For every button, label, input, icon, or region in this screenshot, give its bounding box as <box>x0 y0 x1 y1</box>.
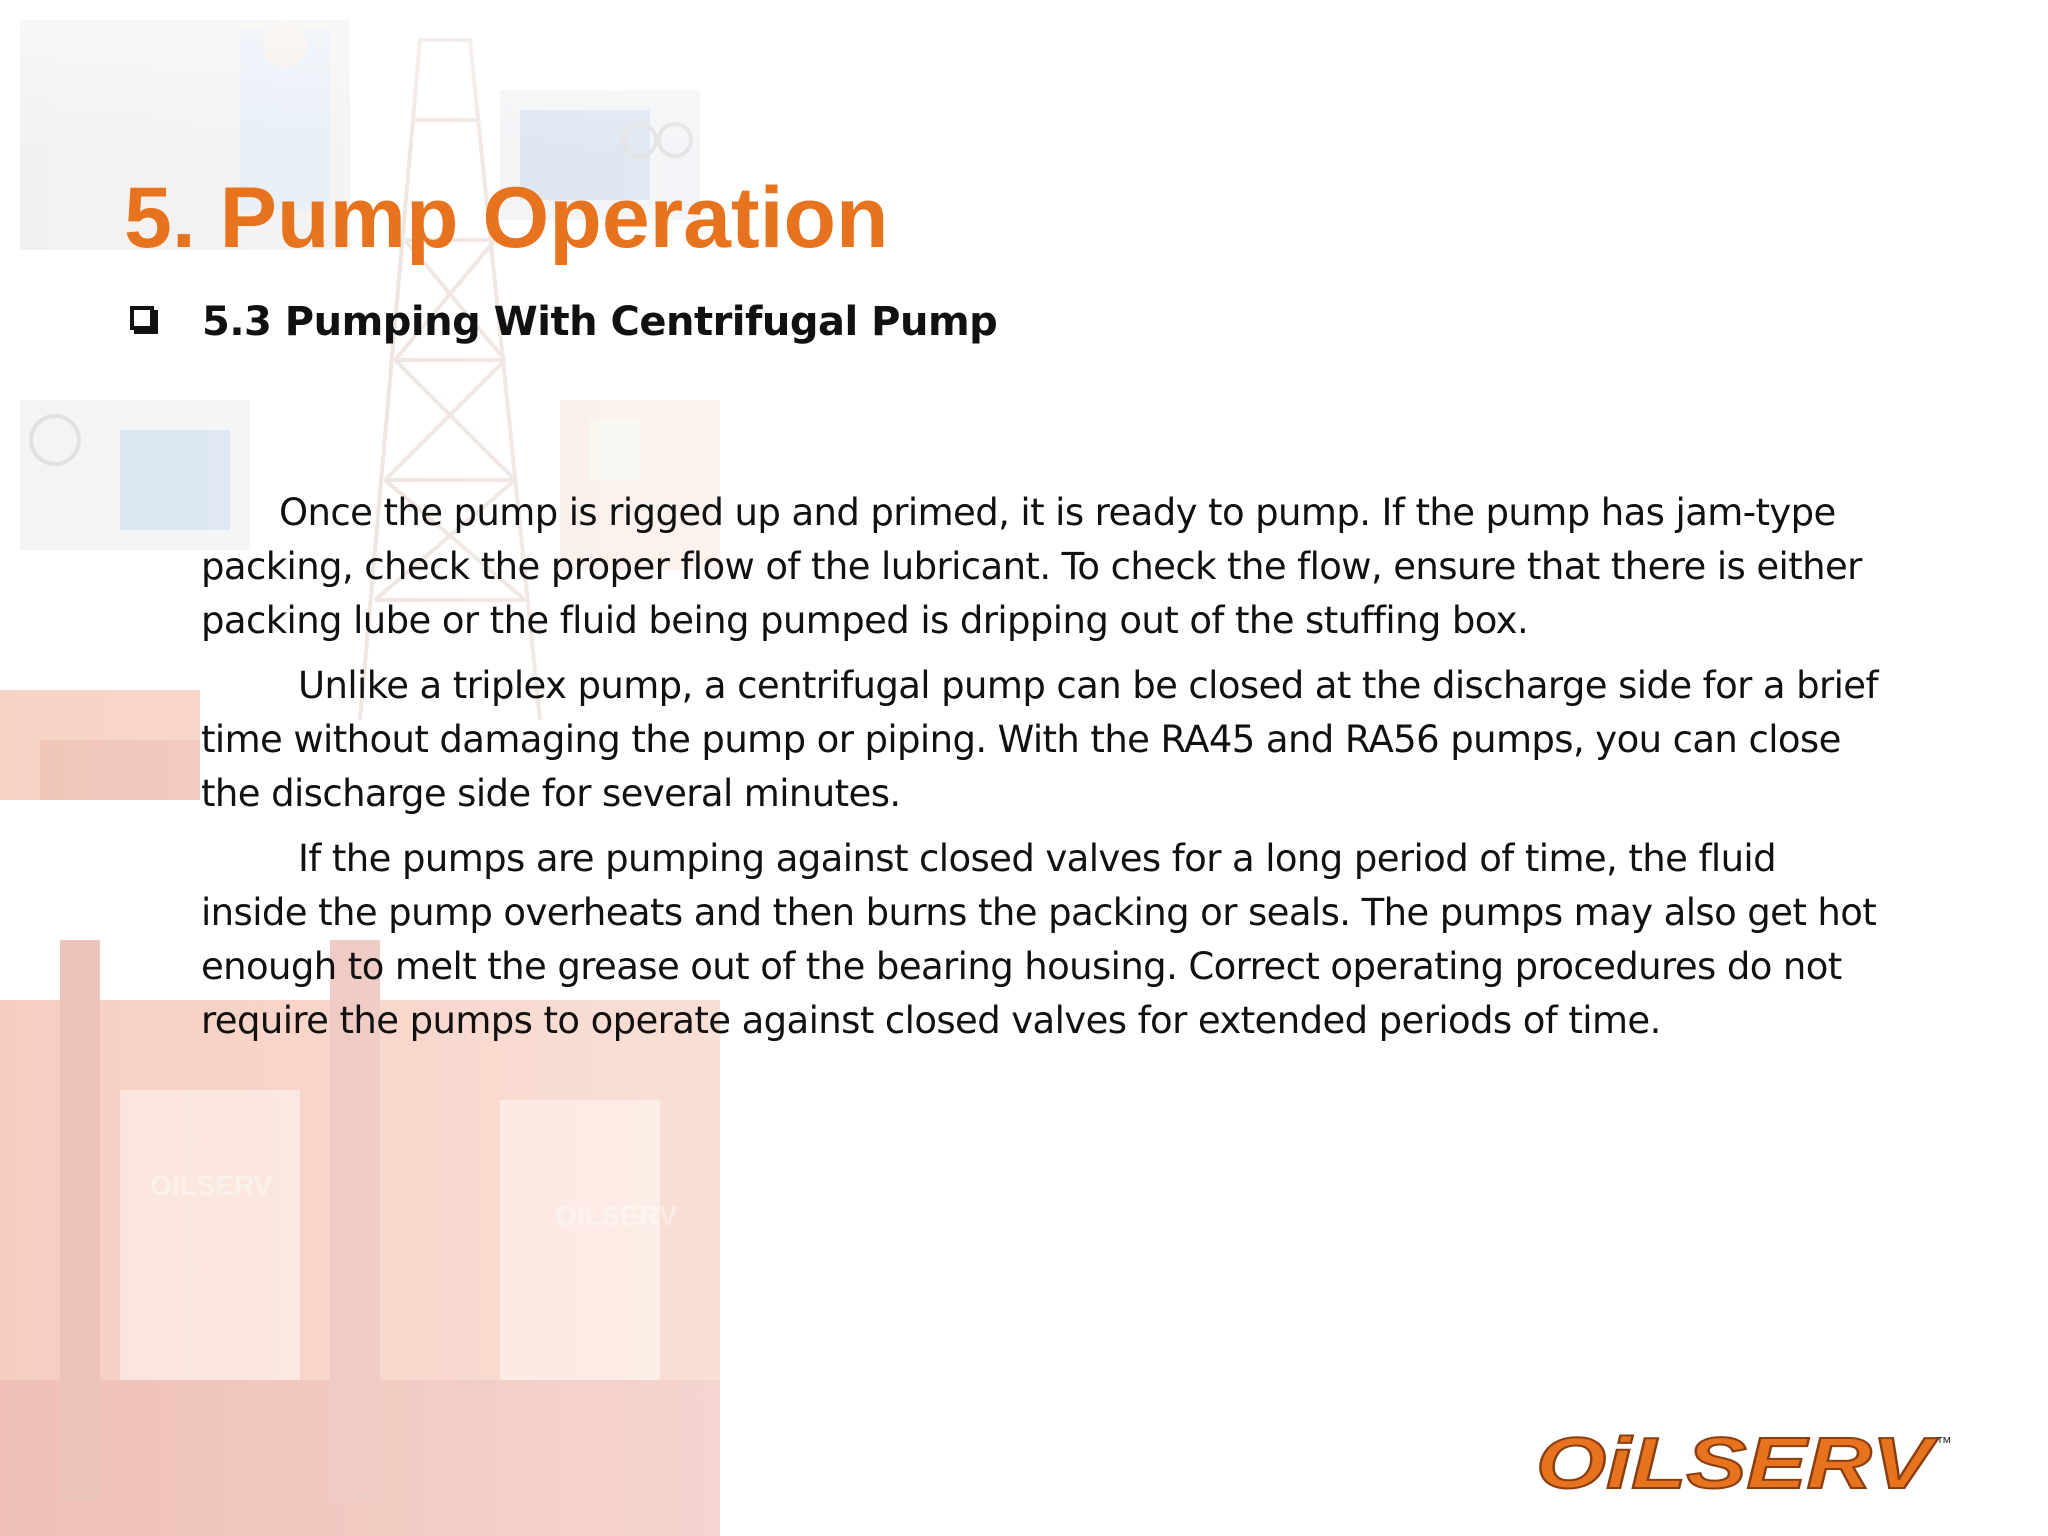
paragraph-1 <box>201 486 1941 648</box>
paragraph-line: enough to melt the grease out of the bearing housing. Correct operating procedures do not <box>201 945 1842 988</box>
body-text <box>201 486 1941 1059</box>
oilserv-logo <box>1536 1426 1956 1498</box>
paragraph-3 <box>201 832 1941 1048</box>
checkbox-bullet-icon <box>128 292 158 352</box>
paragraph-line: Unlike a triplex pump, a centrifugal pump can be closed at the discharge side for a brief <box>298 664 1878 707</box>
paragraph-line: time without damaging the pump or piping. With the RA45 and RA56 pumps, you can close <box>201 718 1841 761</box>
paragraph-line: If the pumps are pumping against closed valves for a long period of time, the fluid <box>298 837 1776 880</box>
paragraph-line: packing, check the proper flow of the lubricant. To check the flow, ensure that there is either <box>201 545 1862 588</box>
slide-title: 5. Pump Operation <box>124 170 889 266</box>
section-heading <box>128 292 998 352</box>
paragraph-2 <box>201 659 1941 821</box>
paragraph-line: the discharge side for several minutes. <box>201 772 901 815</box>
paragraph-line: Once the pump is rigged up and primed, it is ready to pump. If the pump has jam-type <box>279 491 1836 534</box>
paragraph-line: packing lube or the fluid being pumped is dripping out of the stuffing box. <box>201 599 1529 642</box>
paragraph-line: inside the pump overheats and then burns the packing or seals. The pumps may also get hot <box>201 891 1877 934</box>
section-subtitle: 5.3 Pumping With Centrifugal Pump <box>202 299 998 345</box>
svg-text:™: ™ <box>1936 1435 1952 1452</box>
paragraph-line: require the pumps to operate against closed valves for extended periods of time. <box>201 999 1661 1042</box>
svg-text:OiLSERV: OiLSERV <box>1536 1426 1940 1498</box>
